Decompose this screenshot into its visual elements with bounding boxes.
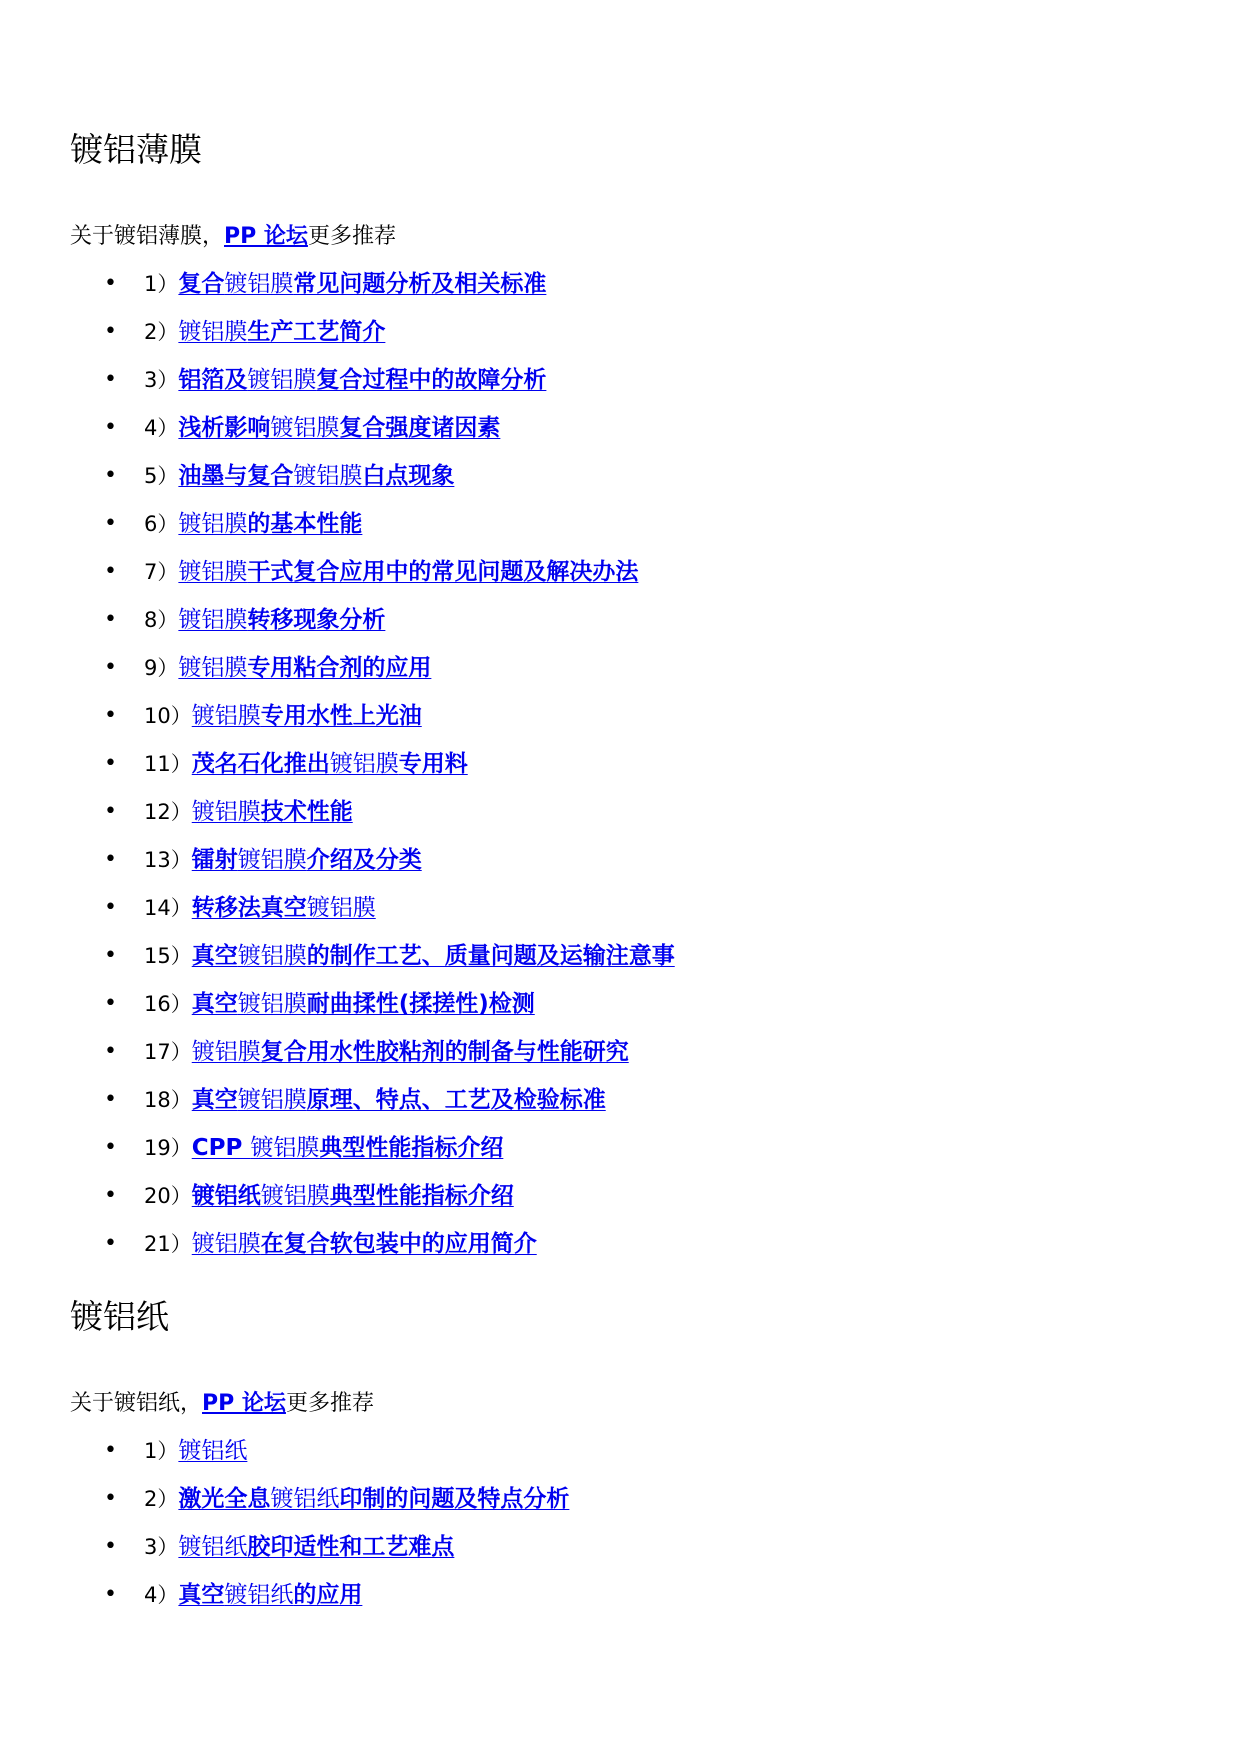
article-link[interactable] — [178, 1436, 247, 1466]
link-keyword: 镀铝膜 — [191, 1231, 261, 1257]
bullet-icon: • — [104, 1039, 117, 1064]
list-item — [104, 884, 675, 932]
item-number: 19） — [144, 1136, 192, 1160]
item-number: 21） — [144, 1232, 192, 1256]
section-title: 镀铝纸 — [70, 1297, 169, 1336]
link-text: 茂名石化推出 — [191, 751, 330, 777]
link-keyword: 镀铝膜 — [329, 751, 399, 777]
article-link[interactable] — [178, 1484, 569, 1514]
intro-prefix: 关于镀铝纸， — [70, 1391, 203, 1416]
link-text: 的应用 — [293, 1582, 363, 1608]
list-item — [104, 980, 675, 1028]
item-number: 4） — [144, 416, 179, 440]
article-link[interactable] — [192, 749, 468, 779]
link-keyword: 镀铝膜 — [237, 991, 307, 1017]
article-link-list — [104, 1427, 569, 1619]
pp-forum-link[interactable]: PP 论坛 — [202, 1391, 286, 1416]
link-text: 生产工艺简介 — [247, 319, 386, 345]
item-number: 3） — [144, 368, 179, 392]
link-keyword: 镀铝纸 — [178, 1534, 248, 1560]
item-number: 6） — [144, 512, 179, 536]
bullet-icon: • — [104, 1438, 117, 1463]
link-keyword: 镀铝膜 — [191, 799, 261, 825]
list-item — [104, 1571, 569, 1619]
link-keyword: 镀铝膜 — [191, 1039, 261, 1065]
link-text: CPP — [191, 1135, 251, 1161]
link-text: 原理、特点、工艺及检验标准 — [306, 1087, 606, 1113]
link-text: 复合用水性胶粘剂的制备与性能研究 — [260, 1039, 629, 1065]
article-link[interactable] — [178, 461, 454, 491]
link-text: 镀铝纸 — [191, 1183, 261, 1209]
article-link[interactable] — [178, 365, 546, 395]
link-text: 复合强度诸因素 — [339, 415, 501, 441]
link-text: 白点现象 — [362, 463, 455, 489]
link-text: 浅析影响 — [178, 415, 271, 441]
link-keyword: 镀铝膜 — [224, 271, 294, 297]
link-text: 专用料 — [398, 751, 468, 777]
bullet-icon: • — [104, 559, 117, 584]
item-number: 17） — [144, 1040, 192, 1064]
list-item — [104, 260, 675, 308]
bullet-icon: • — [104, 367, 117, 392]
link-text: 常见问题分析及相关标准 — [293, 271, 547, 297]
link-keyword: 镀铝膜 — [178, 511, 248, 537]
link-keyword: 镀铝膜 — [178, 559, 248, 585]
list-item — [104, 740, 675, 788]
bullet-icon: • — [104, 895, 117, 920]
list-item — [104, 932, 675, 980]
article-link[interactable] — [178, 1580, 362, 1610]
article-link[interactable] — [192, 701, 422, 731]
list-item — [104, 788, 675, 836]
list-item — [104, 548, 675, 596]
item-number: 9） — [144, 656, 179, 680]
link-keyword: 镀铝膜 — [191, 703, 261, 729]
item-number: 8） — [144, 608, 179, 632]
link-text: 胶印适性和工艺难点 — [247, 1534, 455, 1560]
item-number: 15） — [144, 944, 192, 968]
bullet-icon: • — [104, 319, 117, 344]
list-item — [104, 692, 675, 740]
article-link[interactable] — [192, 845, 422, 875]
pp-forum-link[interactable]: PP 论坛 — [224, 224, 308, 249]
item-number: 20） — [144, 1184, 192, 1208]
link-text: 耐曲揉性(揉搓性)检测 — [306, 991, 535, 1017]
link-text: 真空 — [191, 991, 238, 1017]
bullet-icon: • — [104, 1534, 117, 1559]
link-keyword: 镀铝膜 — [260, 1183, 330, 1209]
item-number: 5） — [144, 464, 179, 488]
link-keyword: 镀铝膜 — [237, 943, 307, 969]
article-link[interactable] — [178, 509, 362, 539]
bullet-icon: • — [104, 991, 117, 1016]
list-item — [104, 596, 675, 644]
item-number: 1） — [144, 272, 179, 296]
bullet-icon: • — [104, 415, 117, 440]
bullet-icon: • — [104, 1135, 117, 1160]
item-number: 3） — [144, 1535, 179, 1559]
article-link[interactable] — [178, 557, 638, 587]
article-link[interactable] — [192, 1085, 606, 1115]
article-link[interactable] — [178, 653, 431, 683]
item-number: 4） — [144, 1583, 179, 1607]
item-number: 16） — [144, 992, 192, 1016]
link-text: 镭射 — [191, 847, 238, 873]
link-text: 转移法真空 — [191, 895, 307, 921]
article-link[interactable] — [178, 317, 385, 347]
bullet-icon: • — [104, 799, 117, 824]
article-link[interactable] — [192, 1133, 504, 1163]
bullet-icon: • — [104, 1231, 117, 1256]
intro-prefix: 关于镀铝薄膜， — [70, 224, 225, 249]
bullet-icon: • — [104, 511, 117, 536]
article-link[interactable] — [178, 269, 546, 299]
list-item — [104, 404, 675, 452]
link-text: 典型性能指标介绍 — [319, 1135, 504, 1161]
link-text: 油墨与复合 — [178, 463, 294, 489]
section-title: 镀铝薄膜 — [70, 130, 202, 169]
link-text: 介绍及分类 — [306, 847, 422, 873]
list-item — [104, 1028, 675, 1076]
section-intro — [70, 222, 396, 252]
article-link[interactable] — [178, 605, 385, 635]
link-keyword: 镀铝膜 — [237, 847, 307, 873]
article-link[interactable] — [178, 413, 500, 443]
link-text: 专用粘合剂的应用 — [247, 655, 432, 681]
article-link[interactable] — [178, 1532, 454, 1562]
link-keyword: 镀铝膜 — [237, 1087, 307, 1113]
item-number: 18） — [144, 1088, 192, 1112]
item-number: 10） — [144, 704, 192, 728]
bullet-icon: • — [104, 1582, 117, 1607]
list-item — [104, 644, 675, 692]
item-number: 13） — [144, 848, 192, 872]
article-link[interactable] — [192, 941, 675, 971]
list-item — [104, 1220, 675, 1268]
section-intro — [70, 1389, 374, 1419]
link-text: 的基本性能 — [247, 511, 363, 537]
bullet-icon: • — [104, 703, 117, 728]
bullet-icon: • — [104, 1087, 117, 1112]
bullet-icon: • — [104, 943, 117, 968]
article-link[interactable] — [192, 1037, 629, 1067]
link-text: 激光全息 — [178, 1486, 271, 1512]
list-item — [104, 1523, 569, 1571]
bullet-icon: • — [104, 751, 117, 776]
link-keyword: 镀铝纸 — [224, 1582, 294, 1608]
article-link[interactable] — [192, 1181, 514, 1211]
link-text: 复合过程中的故障分析 — [316, 367, 547, 393]
link-keyword: 镀铝膜 — [250, 1135, 320, 1161]
link-text: 复合 — [178, 271, 225, 297]
link-text: 干式复合应用中的常见问题及解决办法 — [247, 559, 639, 585]
bullet-icon: • — [104, 1486, 117, 1511]
link-text: 技术性能 — [260, 799, 353, 825]
link-keyword: 镀铝膜 — [293, 463, 363, 489]
list-item — [104, 356, 675, 404]
article-link[interactable] — [192, 989, 535, 1019]
bullet-icon: • — [104, 1183, 117, 1208]
item-number: 11） — [144, 752, 192, 776]
list-item — [104, 1076, 675, 1124]
list-item — [104, 1172, 675, 1220]
list-item — [104, 1124, 675, 1172]
list-item — [104, 836, 675, 884]
bullet-icon: • — [104, 271, 117, 296]
link-text: 真空 — [178, 1582, 225, 1608]
link-text: 典型性能指标介绍 — [329, 1183, 514, 1209]
bullet-icon: • — [104, 655, 117, 680]
intro-suffix: 更多推荐 — [285, 1391, 374, 1416]
list-item — [104, 452, 675, 500]
link-text: 专用水性上光油 — [260, 703, 422, 729]
list-item — [104, 1475, 569, 1523]
item-number: 1） — [144, 1439, 179, 1463]
link-keyword: 镀铝膜 — [270, 415, 340, 441]
article-link[interactable] — [192, 1229, 537, 1259]
bullet-icon: • — [104, 463, 117, 488]
link-keyword: 镀铝膜 — [178, 607, 248, 633]
link-text: 真空 — [191, 1087, 238, 1113]
item-number: 2） — [144, 320, 179, 344]
bullet-icon: • — [104, 847, 117, 872]
article-link[interactable] — [192, 893, 376, 923]
link-text: 转移现象分析 — [247, 607, 386, 633]
list-item — [104, 308, 675, 356]
link-keyword: 镀铝膜 — [247, 367, 317, 393]
link-keyword: 镀铝膜 — [178, 319, 248, 345]
list-item — [104, 500, 675, 548]
intro-suffix: 更多推荐 — [307, 224, 396, 249]
link-keyword: 镀铝纸 — [270, 1486, 340, 1512]
link-text: 铝箔及 — [178, 367, 248, 393]
item-number: 7） — [144, 560, 179, 584]
link-text: 在复合软包装中的应用简介 — [260, 1231, 537, 1257]
link-text: 的制作工艺、质量问题及运输注意事 — [306, 943, 675, 969]
article-link[interactable] — [192, 797, 353, 827]
link-text: 印制的问题及特点分析 — [339, 1486, 570, 1512]
item-number: 2） — [144, 1487, 179, 1511]
link-keyword: 镀铝膜 — [306, 895, 376, 921]
bullet-icon: • — [104, 607, 117, 632]
link-keyword: 镀铝膜 — [178, 655, 248, 681]
item-number: 14） — [144, 896, 192, 920]
item-number: 12） — [144, 800, 192, 824]
list-item — [104, 1427, 569, 1475]
article-link-list — [104, 260, 675, 1268]
link-text: 真空 — [191, 943, 238, 969]
link-keyword: 镀铝纸 — [178, 1438, 248, 1464]
